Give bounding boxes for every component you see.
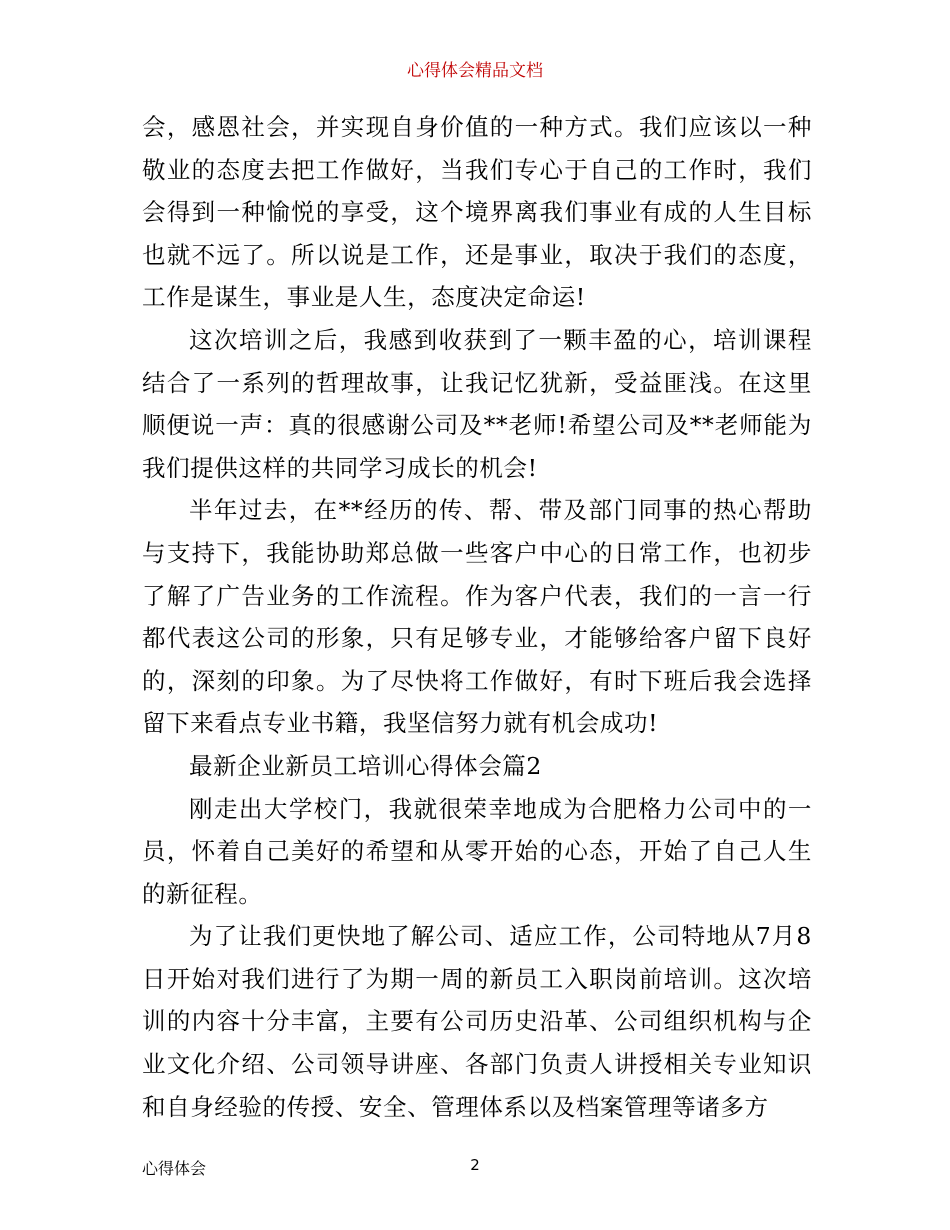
- footer-label: 心得体会: [142, 1159, 207, 1178]
- page-header-title: 心得体会精品文档: [407, 61, 543, 81]
- paragraph-1: 会，感恩社会，并实现自身价值的一种方式。我们应该以一种敬业的态度去把工作做好，当我们专心于自己的工作时，我们会得到一种愉悦的享受，这个境界离我们事业有成的人生目标也就不远了。所以说是工作，还是事业，取决于我们的态度，工作是谋生，事业是人生，态度决定命运!: [142, 113, 812, 312]
- paragraph-4: 刚走出大学校门，我就很荣幸地成为合肥格力公司中的一员，怀着自己美好的希望和从零开始的心态，开始了自己人生的新征程。: [142, 794, 812, 908]
- paragraph-3: 半年过去，在**经历的传、帮、带及部门同事的热心帮助与支持下，我能协助郑总做一些客户中心的日常工作，也初步了解了广告业务的工作流程。作为客户代表，我们的一言一行都代表这公司的形象，只有足够专业，才能够给客户留下良好的，深刻的印象。为了尽快将工作做好，有时下班后我会选择留下来看点专业书籍，我坚信努力就有机会成功!: [142, 496, 812, 738]
- document-body: [142, 106, 812, 1128]
- page-number: 2: [470, 1156, 480, 1174]
- paragraph-5: 为了让我们更快地了解公司、适应工作，公司特地从7月8日开始对我们进行了为期一周的新员工入职岗前培训。这次培训的内容十分丰富，主要有公司历史沿革、公司组织机构与企业文化介绍、公司领导讲座、各部门负责人讲授相关专业知识和自身经验的传授、安全、管理体系以及档案管理等诸多方: [142, 922, 812, 1121]
- paragraph-2: 这次培训之后，我感到收获到了一颗丰盈的心，培训课程结合了一系列的哲理故事，让我记忆犹新，受益匪浅。在这里顺便说一声：真的很感谢公司及**老师!希望公司及**老师能为我们提供这样的共同学习成长的机会!: [142, 325, 812, 482]
- section-heading: 最新企业新员工培训心得体会篇2: [189, 751, 542, 780]
